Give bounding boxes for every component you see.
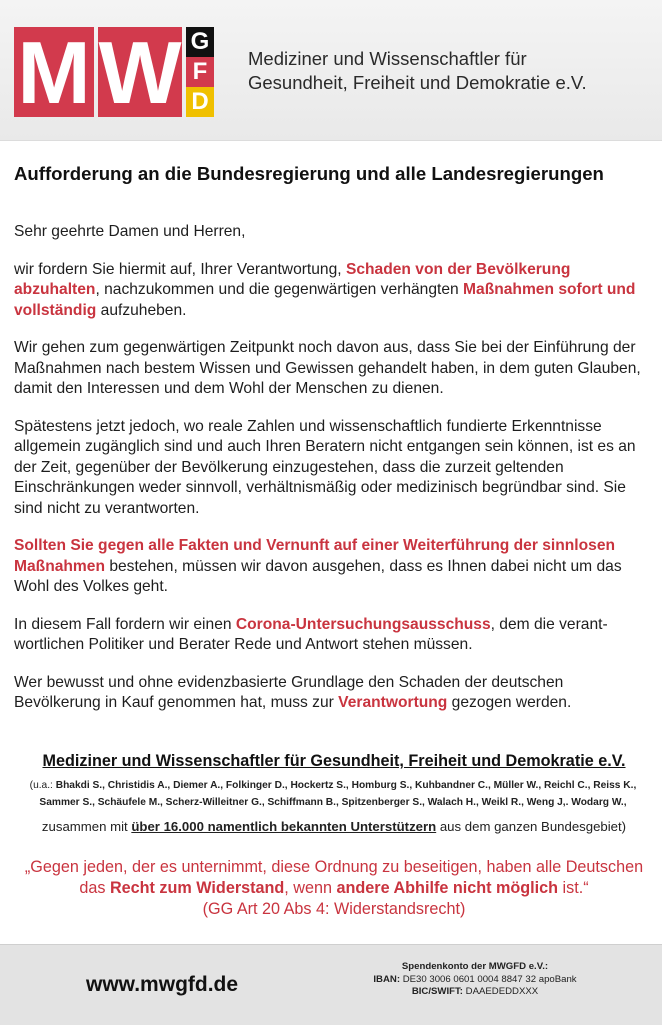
logo-flag-column bbox=[186, 27, 214, 117]
logo-letter-g: G bbox=[186, 27, 214, 57]
paragraph-6: Wer bewusst und ohne evidenzbasierte Grundlage den Schaden der deutschen Bevölkerung in Kauf genommen hat, muss zur Verantwortung gezogen werden. bbox=[14, 673, 572, 711]
highlight-ausschuss: Corona-Untersuchungsausschuss bbox=[235, 615, 491, 633]
supporters-note: zusammen mit über 16.000 namentlich bekannten Unterstützern aus dem ganzen Bundesgebiet) bbox=[41, 819, 627, 834]
logo-letter-f: F bbox=[186, 57, 214, 87]
logo-letter-d: D bbox=[186, 87, 214, 117]
website-link[interactable]: www.mwgfd.de bbox=[86, 973, 239, 996]
signatory-names: Bhakdi S., Christidis A., Diemer A., Folkinger D., Hockertz S., Homburg S., Kuhbandner C., Müller W., Reichl C., Reiss K., Sammer S., Schäufele M., Scherz-Willeitner G., Schiffmann B., Spitzenberger S., Walach H., Weikl R., Weng J,. Wodarg W., bbox=[39, 780, 637, 808]
bic-line: BIC/SWIFT: DAAEDEDDXXX bbox=[411, 986, 539, 997]
bank-title: Spendenkonto der MWGFD e.V.: bbox=[401, 961, 549, 972]
quote-highlight-abhilfe: andere Abhilfe nicht möglich bbox=[336, 879, 559, 897]
mwgfd-logo bbox=[14, 23, 214, 122]
organization-name bbox=[248, 47, 648, 95]
constitution-quote bbox=[14, 857, 654, 920]
quote-text: „Gegen jeden, der es unternimmt, diese Ordnung zu beseitigen, haben alle Deutschen das Recht zum Widerstand, wenn andere Abhilfe nicht möglich ist.“ bbox=[24, 858, 644, 897]
signature-organization: Mediziner und Wissenschaftler für Gesundheit, Freiheit und Demokratie e.V. bbox=[42, 752, 626, 770]
organization-name-line2: Gesundheit, Freiheit und Demokratie e.V. bbox=[248, 72, 587, 93]
paragraph-4: Sollten Sie gegen alle Fakten und Vernunft auf einer Weiterführung der sinnlosen Maßnahmen bestehen, müssen wir davon ausgehen, dass es Ihnen dabei nicht um das Wohl des Volkes geht. bbox=[14, 537, 622, 595]
paragraph-5: In diesem Fall fordern wir einen Corona-Untersuchungsausschuss, dem die verant-wortlichen Politiker und Berater Rede und Antwort stehen müssen. bbox=[14, 615, 608, 653]
signatory-list: (u.a.: Bhakdi S., Christidis A., Diemer A., Folkinger D., Hockertz S., Homburg S., Kuhbandner C., Müller W., Reichl C., Reiss K., Sammer S., Schäufele M., Scherz-Willeitner G., Schiffmann B., Spitzenberger S., Walach H., Weikl R., Weng J,. Wodarg W., bbox=[29, 780, 637, 808]
bank-details bbox=[340, 961, 610, 999]
highlight-massnahmen: Maßnahmen sofort und vollständig bbox=[14, 281, 636, 319]
quote-highlight-widerstand: Recht zum Widerstand bbox=[109, 879, 285, 897]
highlight-weiterfuehrung: Sollten Sie gegen alle Fakten und Vernunft auf einer Weiterführung der sinnlosen Maßnahmen bbox=[14, 537, 616, 575]
paragraph-3: Spätestens jetzt jedoch, wo reale Zahlen und wissenschaftlich fundierte Erkenntnisse allgemein zugänglich sind und auch Ihren Beratern nicht entgangen sein können, ist es an der Zeit, gegenüber der Bevölkerung einzugestehen, dass die zurzeit geltenden Einschränkungen weder sinnvoll, verhältnismäßig oder medizinisch begründbar sind. Sie sind nicht zu verantworten. bbox=[14, 417, 636, 517]
highlight-schaden: Schaden von der Bevölkerung abzuhalten bbox=[14, 260, 571, 298]
paragraph-2: Wir gehen zum gegenwärtigen Zeitpunkt noch davon aus, dass Sie bei der Einführung der Maßnahmen nach bestem Wissen und Gewissen gehandelt haben, in dem guten Glauben, damit den Interessen und dem Wohl der Menschen zu dienen. bbox=[14, 339, 641, 397]
quote-source: (GG Art 20 Abs 4: Widerstandsrecht) bbox=[202, 900, 466, 918]
logo-letter-m: M bbox=[14, 27, 94, 117]
paragraph-1: wir fordern Sie hiermit auf, Ihrer Verantwortung, Schaden von der Bevölkerung abzuhalten, nachzukommen und die gegenwärtigen verhängten Maßnahmen sofort und vollständig aufzuheben. bbox=[14, 260, 636, 319]
supporters-count: über 16.000 namentlich bekannten Unterstützern bbox=[131, 819, 437, 834]
iban-line: IBAN: DE30 3006 0601 0004 8847 32 apoBank bbox=[373, 973, 577, 985]
organization-name-line1: Mediziner und Wissenschaftler für bbox=[248, 48, 527, 69]
letterhead bbox=[0, 0, 662, 141]
footer bbox=[0, 944, 662, 1025]
salutation: Sehr geehrte Damen und Herren, bbox=[14, 223, 246, 240]
letter-title: Aufforderung an die Bundesregierung und alle Landesregierungen bbox=[14, 163, 604, 184]
highlight-verantwortung: Verantwortung bbox=[338, 694, 448, 711]
letter-body bbox=[14, 222, 654, 731]
logo-letter-w: W bbox=[98, 23, 182, 122]
